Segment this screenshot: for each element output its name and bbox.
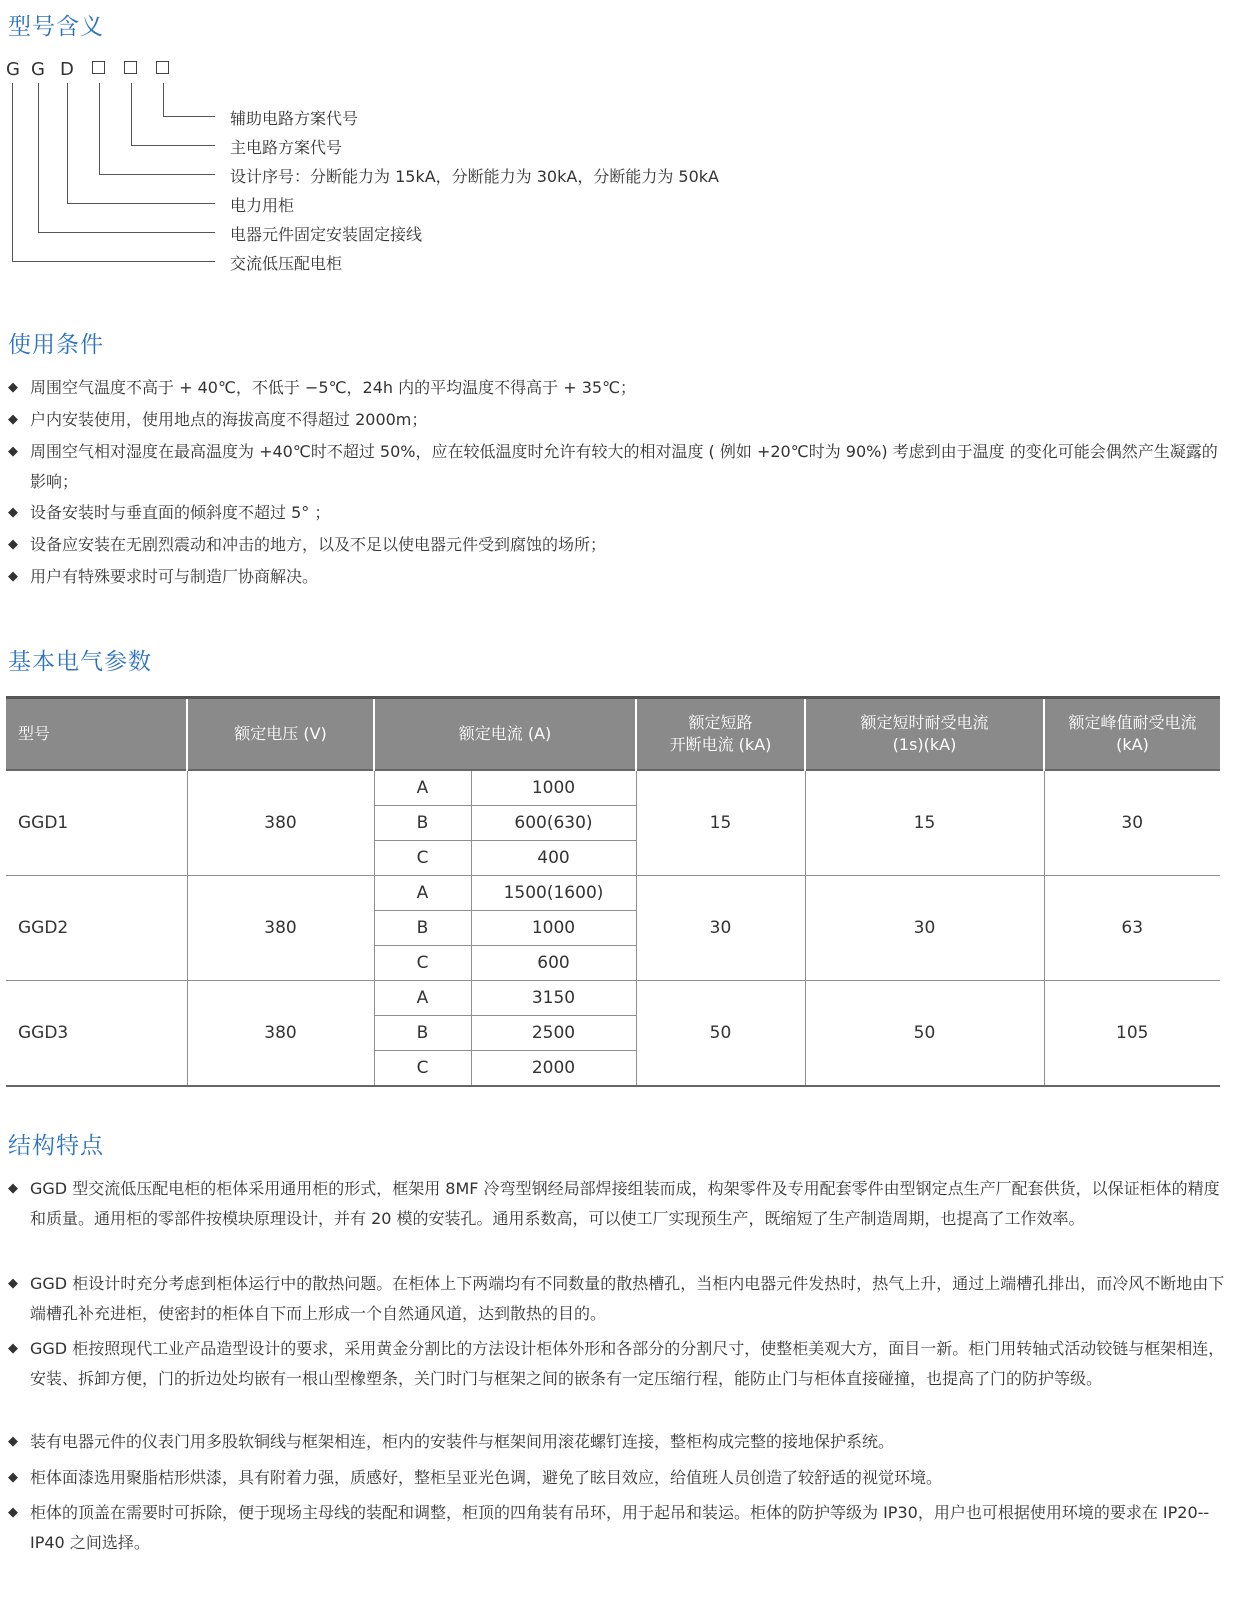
table-row xyxy=(6,981,1220,1016)
condition-item xyxy=(8,498,1227,528)
header-breaking-line1: 额定短路 xyxy=(688,713,753,732)
cell-current: 1000 xyxy=(471,911,636,946)
code-box-3 xyxy=(156,61,169,74)
condition-item xyxy=(8,405,1227,435)
model-code-diagram xyxy=(0,55,800,280)
diamond-bullet-icon: ◆ xyxy=(8,569,18,584)
cell-short-time: 15 xyxy=(805,770,1044,876)
structure-text: 柜体面漆选用聚脂桔形烘漆，具有附着力强，质感好，整柜呈亚光色调，避免了眩目效应，给值班人员创造了较舒适的视觉环境。 xyxy=(30,1468,943,1487)
cell-voltage: 380 xyxy=(187,876,374,981)
structure-text: GGD 型交流低压配电柜的柜体采用通用柜的形式，框架用 8MF 冷弯型钢经局部焊接组装而成，构架零件及专用配套零件由型钢定点生产厂配套供货，以保证柜体的精度和质量。通用柜的零部件按模块原理设计，并有 20 模的安装孔。通用系数高，可以使工厂实现预生产，既缩短了生产制造周期，也提高了工作效率。 xyxy=(30,1179,1220,1228)
table-row xyxy=(6,876,1220,911)
connector-h xyxy=(12,261,215,262)
structure-item xyxy=(8,1498,1227,1558)
cell-breaking: 30 xyxy=(636,876,805,981)
structure-item xyxy=(8,1427,1227,1457)
connector-v xyxy=(67,83,68,203)
condition-item xyxy=(8,437,1227,497)
condition-text: 周围空气相对湿度在最高温度为 +40℃时不超过 50%，应在较低温度时允许有较大的相对温度 ( 例如 +20℃时为 90%) 考虑到由于温度 的变化可能会偶然产生凝露的影响； xyxy=(30,442,1218,491)
cell-current: 1000 xyxy=(471,770,636,806)
connector-v xyxy=(99,83,100,174)
cell-grade: B xyxy=(374,1016,471,1051)
header-voltage: 额定电压 (V) xyxy=(187,698,374,771)
electrical-params-table xyxy=(6,696,1220,1087)
condition-text: 设备应安装在无剧烈震动和冲击的地方，以及不足以使电器元件受到腐蚀的场所； xyxy=(30,535,607,554)
cell-breaking: 50 xyxy=(636,981,805,1087)
legend-design-serial: 设计序号：分断能力为 15kA，分断能力为 30kA，分断能力为 50kA xyxy=(230,167,719,186)
condition-item xyxy=(8,530,1227,560)
cell-grade: A xyxy=(374,981,471,1016)
connector-v xyxy=(131,83,132,145)
table-row xyxy=(6,770,1220,806)
diamond-bullet-icon: ◆ xyxy=(8,380,18,395)
condition-text: 周围空气温度不高于 + 40℃，不低于 −5℃，24h 内的平均温度不得高于 + 35℃； xyxy=(30,378,637,397)
section-title-params: 基本电气参数 xyxy=(8,649,152,675)
cell-peak: 105 xyxy=(1044,981,1220,1087)
condition-item xyxy=(8,373,1227,403)
diamond-bullet-icon: ◆ xyxy=(8,1470,18,1485)
legend-main-circuit: 主电路方案代号 xyxy=(230,138,343,157)
section-title-conditions: 使用条件 xyxy=(8,332,104,358)
header-short-time-line2: (1s)(kA) xyxy=(892,735,957,754)
header-peak xyxy=(1044,698,1220,771)
diamond-bullet-icon: ◆ xyxy=(8,444,18,459)
structure-item xyxy=(8,1334,1227,1394)
section-title-model-meaning: 型号含义 xyxy=(8,14,104,40)
cell-short-time: 50 xyxy=(805,981,1044,1087)
header-peak-line2: (kA) xyxy=(1116,735,1149,754)
structure-text: GGD 柜设计时充分考虑到柜体运行中的散热问题。在柜体上下两端均有不同数量的散热槽孔，当柜内电器元件发热时，热气上升，通过上端槽孔排出，而冷风不断地由下端槽孔补充进柜，使密封的柜体自下而上形成一个自然通风道，达到散热的目的。 xyxy=(30,1274,1225,1323)
cell-peak: 63 xyxy=(1044,876,1220,981)
cell-voltage: 380 xyxy=(187,770,374,876)
header-breaking-line2: 开断电流 (kA) xyxy=(669,735,772,754)
header-model: 型号 xyxy=(6,698,187,771)
connector-v xyxy=(163,83,164,116)
condition-text: 设备安装时与垂直面的倾斜度不超过 5° ； xyxy=(30,503,331,522)
structure-text: GGD 柜按照现代工业产品造型设计的要求，采用黄金分割比的方法设计柜体外形和各部分的分割尺寸，使整柜美观大方，面目一新。柜门用转轴式活动铰链与框架相连，安装、拆卸方便，门的折边处均嵌有一根山型橡塑条，关门时门与框架之间的嵌条有一定压缩行程，能防止门与柜体直接碰撞，也提高了门的防护等级。 xyxy=(30,1339,1225,1388)
diamond-bullet-icon: ◆ xyxy=(8,1341,18,1356)
cell-grade: A xyxy=(374,770,471,806)
table-header-row xyxy=(6,698,1220,771)
condition-item xyxy=(8,562,1227,592)
code-letter-2: G xyxy=(31,59,45,80)
cell-grade: B xyxy=(374,911,471,946)
diamond-bullet-icon: ◆ xyxy=(8,1276,18,1291)
code-box-1 xyxy=(92,61,105,74)
condition-text: 户内安装使用，使用地点的海拔高度不得超过 2000m； xyxy=(30,410,428,429)
diamond-bullet-icon: ◆ xyxy=(8,1434,18,1449)
header-peak-line1: 额定峰值耐受电流 xyxy=(1068,713,1197,732)
cell-current: 400 xyxy=(471,841,636,876)
structure-text: 柜体的顶盖在需要时可拆除，便于现场主母线的装配和调整，柜顶的四角装有吊环，用于起吊和装运。柜体的防护等级为 IP30，用户也可根据使用环境的要求在 IP20-- IP40 之间选择。 xyxy=(30,1503,1210,1552)
code-box-2 xyxy=(124,61,137,74)
connector-v xyxy=(12,83,13,261)
code-letter-3: D xyxy=(60,59,74,80)
structure-item xyxy=(8,1463,1227,1493)
cell-model: GGD3 xyxy=(6,981,187,1087)
cell-current: 3150 xyxy=(471,981,636,1016)
connector-h xyxy=(131,145,215,146)
legend-auxiliary-circuit: 辅助电路方案代号 xyxy=(230,109,359,128)
cell-model: GGD2 xyxy=(6,876,187,981)
header-breaking xyxy=(636,698,805,771)
connector-h xyxy=(99,174,215,175)
connector-v xyxy=(38,83,39,232)
diamond-bullet-icon: ◆ xyxy=(8,537,18,552)
cell-current: 2500 xyxy=(471,1016,636,1051)
cell-grade: A xyxy=(374,876,471,911)
code-letter-1: G xyxy=(6,59,20,80)
diamond-bullet-icon: ◆ xyxy=(8,1181,18,1196)
diamond-bullet-icon: ◆ xyxy=(8,412,18,427)
cell-current: 2000 xyxy=(471,1051,636,1087)
section-title-structure: 结构特点 xyxy=(8,1133,104,1159)
header-current: 额定电流 (A) xyxy=(374,698,636,771)
connector-h xyxy=(67,203,215,204)
cell-current: 600 xyxy=(471,946,636,981)
diamond-bullet-icon: ◆ xyxy=(8,1505,18,1520)
cell-grade: B xyxy=(374,806,471,841)
cell-peak: 30 xyxy=(1044,770,1220,876)
structure-item xyxy=(8,1269,1227,1329)
structure-item xyxy=(8,1174,1227,1234)
diamond-bullet-icon: ◆ xyxy=(8,505,18,520)
structure-text: 装有电器元件的仪表门用多股软铜线与框架相连，柜内的安装件与框架间用滚花螺钉连接，整柜构成完整的接地保护系统。 xyxy=(30,1432,895,1451)
legend-power-cabinet: 电力用柜 xyxy=(230,196,295,215)
header-short-time-line1: 额定短时耐受电流 xyxy=(860,713,989,732)
cell-model: GGD1 xyxy=(6,770,187,876)
cell-short-time: 30 xyxy=(805,876,1044,981)
header-short-time xyxy=(805,698,1044,771)
connector-h xyxy=(163,116,215,117)
legend-fixed-install: 电器元件固定安装固定接线 xyxy=(230,225,423,244)
cell-grade: C xyxy=(374,1051,471,1087)
cell-current: 1500(1600) xyxy=(471,876,636,911)
cell-grade: C xyxy=(374,841,471,876)
legend-ac-low-voltage: 交流低压配电柜 xyxy=(230,254,343,273)
connector-h xyxy=(38,232,215,233)
cell-voltage: 380 xyxy=(187,981,374,1087)
condition-text: 用户有特殊要求时可与制造厂协商解决。 xyxy=(30,567,319,586)
cell-breaking: 15 xyxy=(636,770,805,876)
cell-current: 600(630) xyxy=(471,806,636,841)
cell-grade: C xyxy=(374,946,471,981)
